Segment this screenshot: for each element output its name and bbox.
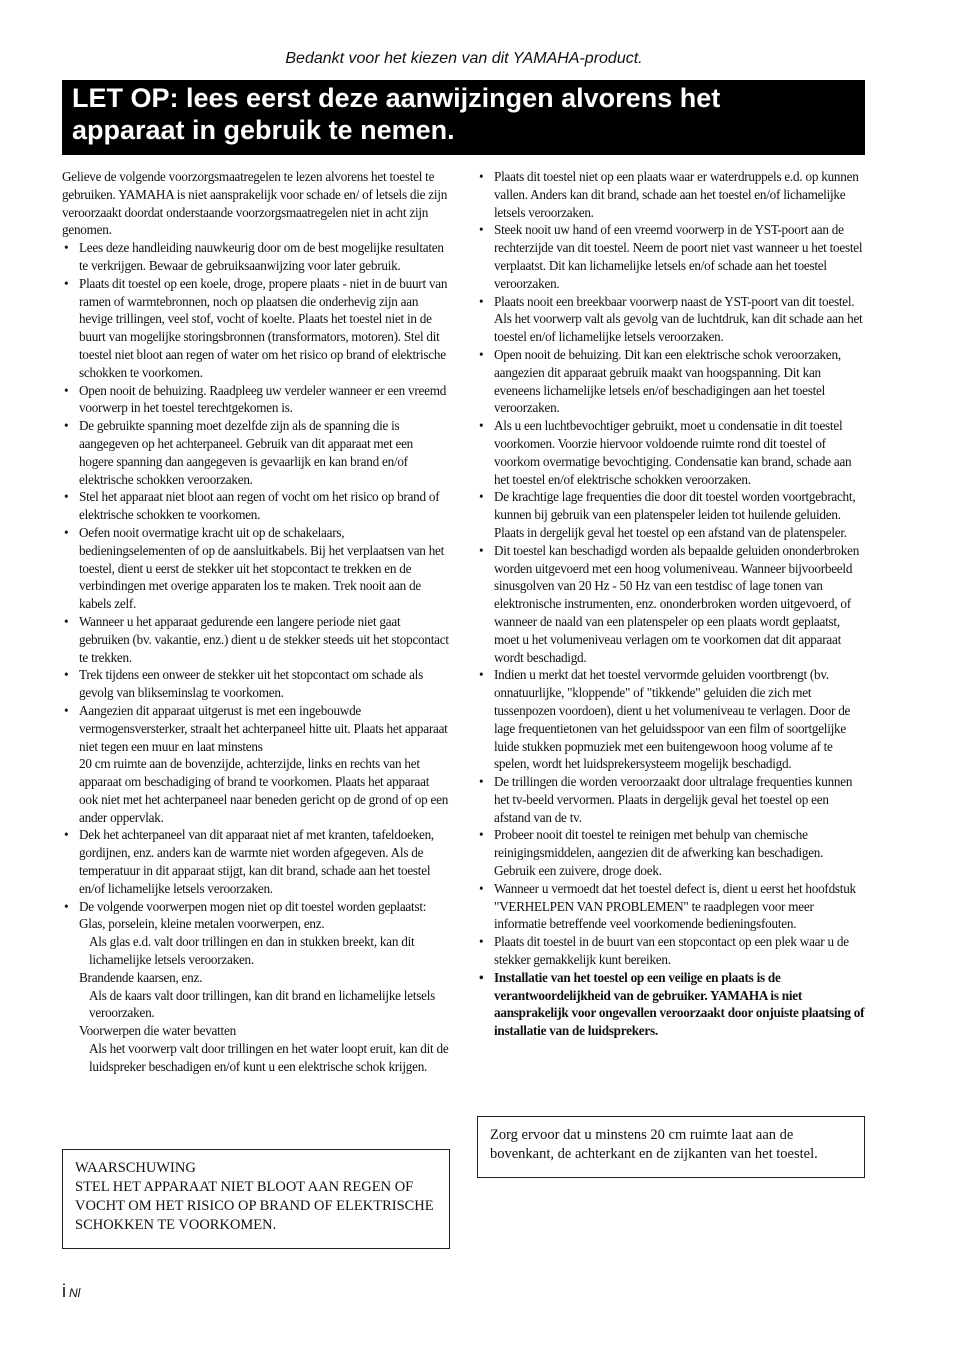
clearance-note-box: [477, 1116, 865, 1178]
warning-box: [62, 1149, 450, 1249]
page-footer: [62, 1281, 80, 1302]
object-item: Glas, porselein, kleine metalen voorwerpen, enz.: [79, 916, 325, 932]
list-item-responsibility: • Installatie van het toestel op een veilige en plaats is de verantwoordelijkheid van de gebruiker. YAMAHA is niet aansprakelijk voor ongevallen veroorzaakt door onjuiste plaatsing of installatie van de luidsprekers.: [477, 969, 865, 1040]
language-code: Nl: [69, 1286, 81, 1300]
list-item: • Lees deze handleiding nauwkeurig door om de best mogelijke resultaten te verkrijgen. Bewaar de gebruiksaanwijzing voor later gebruik.: [62, 239, 450, 275]
list-item: • Plaats dit toestel niet op een plaats waar er waterdruppels e.d. op kunnen vallen. Anders kan dit brand, schade aan het toestel en/of lichamelijke letsels veroorzaken.: [477, 168, 865, 221]
list-item: • Open nooit de behuizing. Raadpleeg uw verdeler wanneer er een vreemd voorwerp in het toestel terechtgekomen is.: [62, 382, 450, 418]
banner-title-line-2: apparaat in gebruik te nemen.: [72, 115, 455, 145]
ventilation-text: Aangezien dit apparaat uitgerust is met een ingebouwde vermogensversterker, straalt het achterpaneel hitte uit. Plaats het apparaat niet tegen een muur en laat minstens: [79, 702, 448, 754]
list-item: • Indien u merkt dat het toestel vervormde geluiden voortbrengt (bv. onnatuurlijke, "kloppende" of "tikkende" geluiden die zich met tussenpozen voordoen), dient u het volumeniveau te verlagen. Door de lage frequentietonen van het geluidsspoor van een film of soortgelijke luide stukken popmuziek met een buitengewoon hoog volume af te spelen, wordt het luidsprekersysteem mogelijk beschadigd.: [477, 666, 865, 773]
list-item: • Dit toestel kan beschadigd worden als bepaalde geluiden ononderbroken worden uitgevoerd met een hoog volumeniveau. Wanneer bijvoorbeeld sinusgolven van 20 Hz - 50 Hz van een testdisc of lage tonen van elektronische instrumenten, enz. ononderbroken worden uitgevoerd, of wanneer de naald van een platenspeler op een plaats wordt geplaatst, moet u het volumeniveau verlagen om te voorkomen dat dit apparaat wordt beschadigd.: [477, 542, 865, 667]
left-column: [62, 168, 450, 1076]
left-bullet-list: [62, 239, 450, 1075]
thanks-line: Bedankt voor het kiezen van dit YAMAHA-product.: [285, 50, 643, 67]
caution-banner: [62, 80, 865, 155]
warning-text: STEL HET APPARAAT NIET BLOOT AAN REGEN OF VOCHT OM HET RISICO OP BRAND OF ELEKTRISCHE SCHOKKEN TE VOORKOMEN.: [75, 1179, 434, 1233]
object-description: Als glas e.d. valt door trillingen en dan in stukken breekt, kan dit lichamelijke letsels veroorzaken.: [89, 934, 415, 968]
list-item: • Trek tijdens een onweer de stekker uit het stopcontact om schade als gevolg van blikseminslag te voorkomen.: [62, 666, 450, 702]
list-item: • De trillingen die worden veroorzaakt door ultralage frequenties kunnen het tv-beeld vervormen. Plaats in dergelijk geval het toestel op een afstand van de tv.: [477, 773, 865, 826]
object-item: Voorwerpen die water bevatten: [79, 1023, 236, 1039]
page-number: i: [62, 1281, 66, 1301]
object-description: Als de kaars valt door trillingen, kan dit brand en lichamelijke letsels veroorzaken.: [89, 987, 436, 1021]
object-description: Als het voorwerp valt door trillingen en het water loopt eruit, kan dit de luidspreker beschadigen en/of kunt u een elektrische schok krijgen.: [89, 1041, 449, 1074]
intro-paragraph: Gelieve de volgende voorzorgsmaatregelen te lezen alvorens het toestel te gebruiken. YAMAHA is niet aansprakelijk voor schade en/ of letsels die zijn veroorzaakt doordat onderstaande voorzorgsmaatregelen niet in acht zijn genomen.: [62, 169, 448, 238]
right-column: [477, 168, 865, 1040]
list-item-objects: [62, 898, 450, 1076]
warning-title: WAARSCHUWING: [75, 1160, 196, 1176]
list-item: • Wanneer u vermoedt dat het toestel defect is, dient u eerst het hoofdstuk "VERHELPEN VAN PROBLEMEN" te raadplegen voor meer informatie betreffende veel voorkomende bedieningsfouten.: [477, 880, 865, 933]
list-item: • Plaats nooit een breekbaar voorwerp naast de YST-poort van dit toestel. Als het voorwerp valt als gevolg van de luchtdruk, kan dit schade aan het toestel en/of lichamelijke letsels veroorzaken.: [477, 293, 865, 346]
list-item-ventilation: [62, 702, 450, 827]
list-item: • Open nooit de behuizing. Dit kan een elektrische schok veroorzaken, aangezien dit apparaat gebruik maakt van hoogspanning. Dit kan eveneens lichamelijke letsels en/of beschadigingen aan het toestel veroorzaken.: [477, 346, 865, 417]
right-bullet-list: [477, 168, 865, 1040]
list-item: • Plaats dit toestel op een koele, droge, propere plaats - niet in de buurt van ramen of warmtebronnen, noch op plaatsen die onderhevig zijn aan hevige trillingen, veel stof, vocht of koelte. Plaats het toestel niet in de buurt van mogelijke storingsbronnen (transformators, motoren). Stel dit toestel niet bloot aan regen of water om het risico op brand of elektrische schokken te voorkomen.: [62, 275, 450, 382]
banner-title-line-1: LET OP: lees eerst deze aanwijzingen alvorens het: [72, 83, 721, 113]
clearance-note-text: Zorg ervoor dat u minstens 20 cm ruimte laat aan de bovenkant, de achterkant en de zijkanten van het toestel.: [490, 1127, 818, 1162]
object-item: Brandende kaarsen, enz.: [79, 969, 203, 985]
list-item: • Steek nooit uw hand of een vreemd voorwerp in de YST-poort aan de rechterzijde van dit toestel. Neem de poort niet vast wanneer u het toestel verplaatst. Dit kan lichamelijke letsels en/of schade aan het toestel veroorzaken.: [477, 221, 865, 292]
list-item: • Als u een luchtbevochtiger gebruikt, moet u condensatie in dit toestel voorkomen. Voorzie hiervoor voldoende ruimte rond dit toestel of voorkom overmatige bevochtiging. Condensatie kan brand, schade aan het toestel en/of elektrische schokken veroorzaken.: [477, 417, 865, 488]
list-item: • De gebruikte spanning moet dezelfde zijn als de spanning die is aangegeven op het achterpaneel. Gebruik van dit apparaat met een hogere spanning dan aangegeven is gevaarlijk en kan brand en/of elektrische schokken veroorzaken.: [62, 417, 450, 488]
list-item: • Stel het apparaat niet bloot aan regen of vocht om het risico op brand of elektrische schokken te voorkomen.: [62, 488, 450, 524]
list-item: • Wanneer u het apparaat gedurende een langere periode niet gaat gebruiken (bv. vakantie, enz.) dient u de stekker steeds uit het stopcontact te trekken.: [62, 613, 450, 666]
list-item: • De krachtige lage frequenties die door dit toestel worden voortgebracht, kunnen bij gebruik van een platenspeler leiden tot huilende geluiden. Plaats in dergelijk geval het toestel op een afstand van de platenspeler.: [477, 488, 865, 541]
list-item: • Probeer nooit dit toestel te reinigen met behulp van chemische reinigingsmiddelen, aangezien dit de afwerking kan beschadigen. Gebruik een zuivere, droge doek.: [477, 826, 865, 879]
objects-heading: • De volgende voorwerpen mogen niet op dit toestel worden geplaatst:: [79, 898, 427, 914]
list-item: • Oefen nooit overmatige kracht uit op de schakelaars, bedieningselementen of op de aansluitkabels. Bij het verplaatsen van het toestel, dient u eerst de stekker uit het stopcontact te trekken en de verbindingen met overige apparaten los te maken. Trek nooit aan de kabels zelf.: [62, 524, 450, 613]
list-item: • Plaats dit toestel in de buurt van een stopcontact op een plek waar u de stekker gemakkelijk kunt bereiken.: [477, 933, 865, 969]
ventilation-continuation: 20 cm ruimte aan de bovenzijde, achterzijde, links en rechts van het apparaat om beschadiging of brand te voorkomen. Plaats het apparaat ook niet met het achterpaneel naar beneden gericht op de grond of op een ander oppervlak.: [79, 756, 449, 825]
list-item: • Dek het achterpaneel van dit apparaat niet af met kranten, tafeldoeken, gordijnen, enz. anders kan de warmte niet worden afgegeven. Als de temperatuur in dit apparaat stijgt, kan dit brand, schade aan het toestel en/of lichamelijke letsels veroorzaken.: [62, 826, 450, 897]
